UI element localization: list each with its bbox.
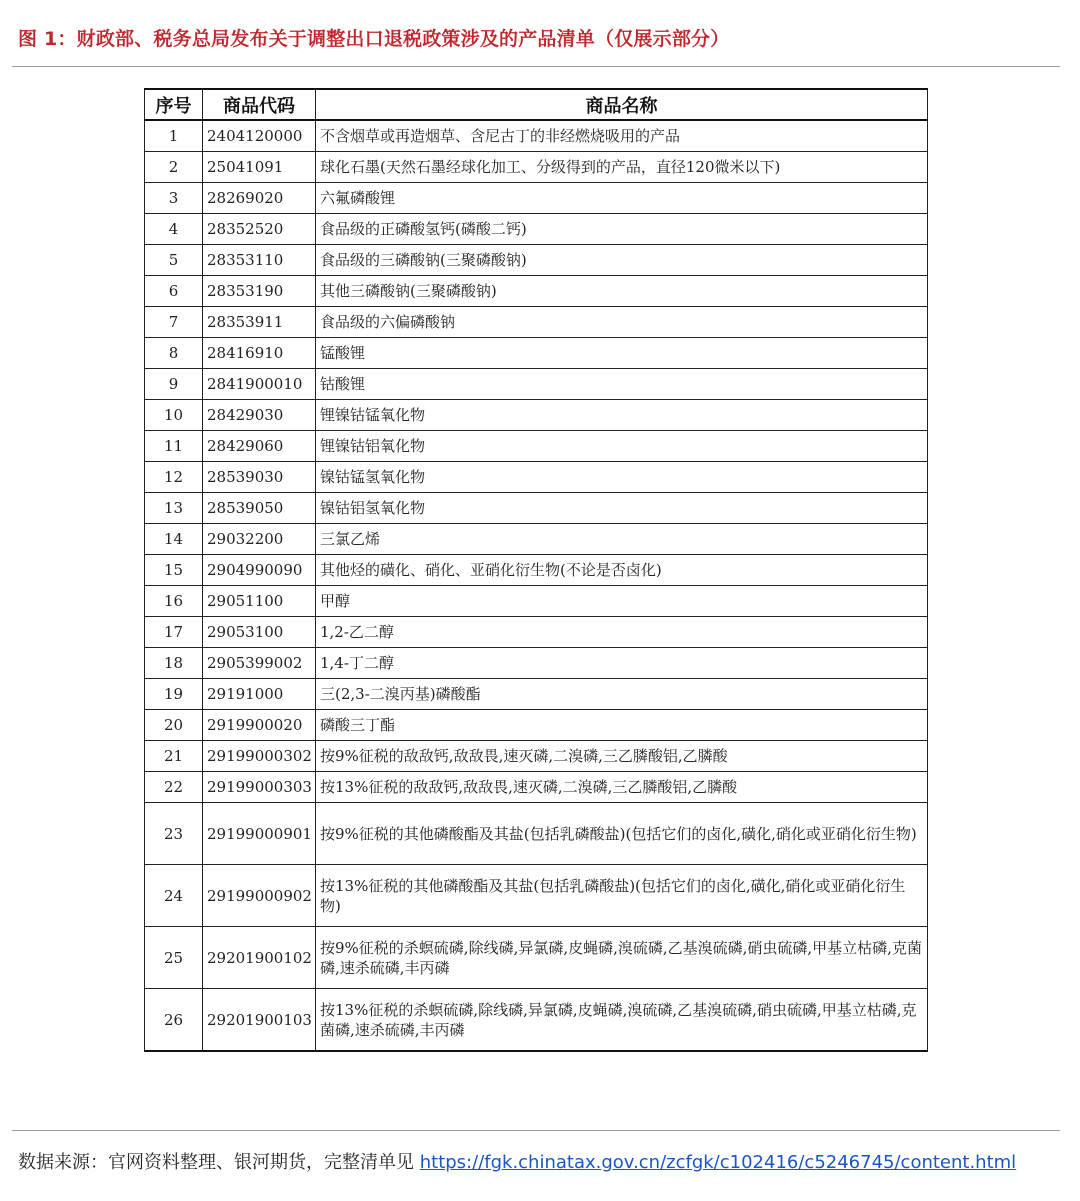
source-link[interactable]: https://fgk.chinatax.gov.cn/zcfgk/c102416/c5246745/content.html xyxy=(419,1152,1017,1173)
row-code: 29051100 xyxy=(203,586,316,617)
row-code: 28429030 xyxy=(203,400,316,431)
row-code: 2404120000 xyxy=(203,120,316,152)
row-no: 20 xyxy=(145,710,203,741)
table-row xyxy=(145,617,928,648)
row-name: 1,4-丁二醇 xyxy=(316,648,928,679)
row-name: 不含烟草或再造烟草、含尼古丁的非经燃烧吸用的产品 xyxy=(316,120,928,152)
table-row xyxy=(145,741,928,772)
table-row xyxy=(145,400,928,431)
table-row xyxy=(145,524,928,555)
table-row xyxy=(145,152,928,183)
row-name: 其他烃的磺化、硝化、亚硝化衍生物(不论是否卤化) xyxy=(316,555,928,586)
row-code: 28269020 xyxy=(203,183,316,214)
data-source xyxy=(18,1148,1016,1174)
row-no: 12 xyxy=(145,462,203,493)
row-name: 球化石墨(天然石墨经球化加工、分级得到的产品，直径120微米以下) xyxy=(316,152,928,183)
row-no: 9 xyxy=(145,369,203,400)
table-row xyxy=(145,431,928,462)
row-no: 8 xyxy=(145,338,203,369)
row-code: 28353110 xyxy=(203,245,316,276)
table-row xyxy=(145,710,928,741)
row-name: 钴酸锂 xyxy=(316,369,928,400)
table-row xyxy=(145,586,928,617)
row-name: 锂镍钴铝氧化物 xyxy=(316,431,928,462)
table-row xyxy=(145,462,928,493)
header-code: 商品代码 xyxy=(203,89,316,120)
row-code: 28429060 xyxy=(203,431,316,462)
table-header-row xyxy=(145,89,928,120)
table-row xyxy=(145,555,928,586)
row-name: 磷酸三丁酯 xyxy=(316,710,928,741)
table-row xyxy=(145,927,928,989)
row-no: 25 xyxy=(145,927,203,989)
row-name: 六氟磷酸锂 xyxy=(316,183,928,214)
row-name: 按13%征税的敌敌钙,敌敌畏,速灭磷,二溴磷,三乙膦酸铝,乙膦酸 xyxy=(316,772,928,803)
row-no: 5 xyxy=(145,245,203,276)
row-code: 29201900103 xyxy=(203,989,316,1052)
table-row xyxy=(145,803,928,865)
row-code: 2905399002 xyxy=(203,648,316,679)
row-no: 21 xyxy=(145,741,203,772)
table-row xyxy=(145,183,928,214)
row-no: 14 xyxy=(145,524,203,555)
row-no: 1 xyxy=(145,120,203,152)
row-name: 按9%征税的其他磷酸酯及其盐(包括乳磷酸盐)(包括它们的卤化,磺化,硝化或亚硝化衍生物) xyxy=(316,803,928,865)
row-no: 7 xyxy=(145,307,203,338)
row-no: 3 xyxy=(145,183,203,214)
product-list-table xyxy=(144,88,928,1052)
table-row xyxy=(145,120,928,152)
row-code: 2904990090 xyxy=(203,555,316,586)
row-no: 18 xyxy=(145,648,203,679)
table-row xyxy=(145,369,928,400)
row-no: 23 xyxy=(145,803,203,865)
table-row xyxy=(145,245,928,276)
row-no: 15 xyxy=(145,555,203,586)
row-name: 镍钴铝氢氧化物 xyxy=(316,493,928,524)
row-code: 29053100 xyxy=(203,617,316,648)
row-code: 28416910 xyxy=(203,338,316,369)
row-code: 25041091 xyxy=(203,152,316,183)
row-code: 29199000303 xyxy=(203,772,316,803)
row-code: 28352520 xyxy=(203,214,316,245)
table-row xyxy=(145,772,928,803)
row-no: 2 xyxy=(145,152,203,183)
row-name: 按9%征税的杀螟硫磷,除线磷,异氯磷,皮蝇磷,溴硫磷,乙基溴硫磷,硝虫硫磷,甲基立枯磷,克菌磷,速杀硫磷,丰丙磷 xyxy=(316,927,928,989)
header-no: 序号 xyxy=(145,89,203,120)
row-name: 食品级的三磷酸钠(三聚磷酸钠) xyxy=(316,245,928,276)
row-name: 锂镍钴锰氧化物 xyxy=(316,400,928,431)
row-code: 29199000901 xyxy=(203,803,316,865)
row-name: 按13%征税的其他磷酸酯及其盐(包括乳磷酸盐)(包括它们的卤化,磺化,硝化或亚硝化衍生物) xyxy=(316,865,928,927)
table-row xyxy=(145,865,928,927)
row-no: 17 xyxy=(145,617,203,648)
row-no: 19 xyxy=(145,679,203,710)
row-code: 29199000302 xyxy=(203,741,316,772)
table-row xyxy=(145,648,928,679)
row-code: 28353190 xyxy=(203,276,316,307)
row-name: 锰酸锂 xyxy=(316,338,928,369)
row-no: 11 xyxy=(145,431,203,462)
row-name: 甲醇 xyxy=(316,586,928,617)
row-code: 29032200 xyxy=(203,524,316,555)
row-code: 28353911 xyxy=(203,307,316,338)
row-name: 三(2,3-二溴丙基)磷酸酯 xyxy=(316,679,928,710)
figure-title: 图 1：财政部、税务总局发布关于调整出口退税政策涉及的产品清单（仅展示部分） xyxy=(18,28,730,50)
row-name: 食品级的六偏磷酸钠 xyxy=(316,307,928,338)
row-name: 1,2-乙二醇 xyxy=(316,617,928,648)
row-name: 按9%征税的敌敌钙,敌敌畏,速灭磷,二溴磷,三乙膦酸铝,乙膦酸 xyxy=(316,741,928,772)
row-no: 24 xyxy=(145,865,203,927)
row-name: 食品级的正磷酸氢钙(磷酸二钙) xyxy=(316,214,928,245)
row-no: 26 xyxy=(145,989,203,1052)
table-row xyxy=(145,276,928,307)
row-no: 4 xyxy=(145,214,203,245)
row-code: 28539030 xyxy=(203,462,316,493)
table-row xyxy=(145,338,928,369)
table-row xyxy=(145,679,928,710)
table-row xyxy=(145,307,928,338)
row-code: 29191000 xyxy=(203,679,316,710)
top-divider xyxy=(12,66,1060,67)
row-name: 三氯乙烯 xyxy=(316,524,928,555)
table-row xyxy=(145,214,928,245)
row-name: 按13%征税的杀螟硫磷,除线磷,异氯磷,皮蝇磷,溴硫磷,乙基溴硫磷,硝虫硫磷,甲基立枯磷,克菌磷,速杀硫磷,丰丙磷 xyxy=(316,989,928,1052)
row-no: 10 xyxy=(145,400,203,431)
row-code: 2841900010 xyxy=(203,369,316,400)
row-no: 22 xyxy=(145,772,203,803)
header-name: 商品名称 xyxy=(316,89,928,120)
row-name: 其他三磷酸钠(三聚磷酸钠) xyxy=(316,276,928,307)
row-code: 28539050 xyxy=(203,493,316,524)
row-code: 29199000902 xyxy=(203,865,316,927)
row-no: 16 xyxy=(145,586,203,617)
row-no: 13 xyxy=(145,493,203,524)
row-name: 镍钴锰氢氧化物 xyxy=(316,462,928,493)
row-code: 2919900020 xyxy=(203,710,316,741)
table-row xyxy=(145,493,928,524)
row-code: 29201900102 xyxy=(203,927,316,989)
table-row xyxy=(145,989,928,1052)
source-prefix: 数据来源：官网资料整理、银河期货，完整清单见 xyxy=(18,1152,420,1173)
row-no: 6 xyxy=(145,276,203,307)
bottom-divider xyxy=(12,1130,1060,1131)
